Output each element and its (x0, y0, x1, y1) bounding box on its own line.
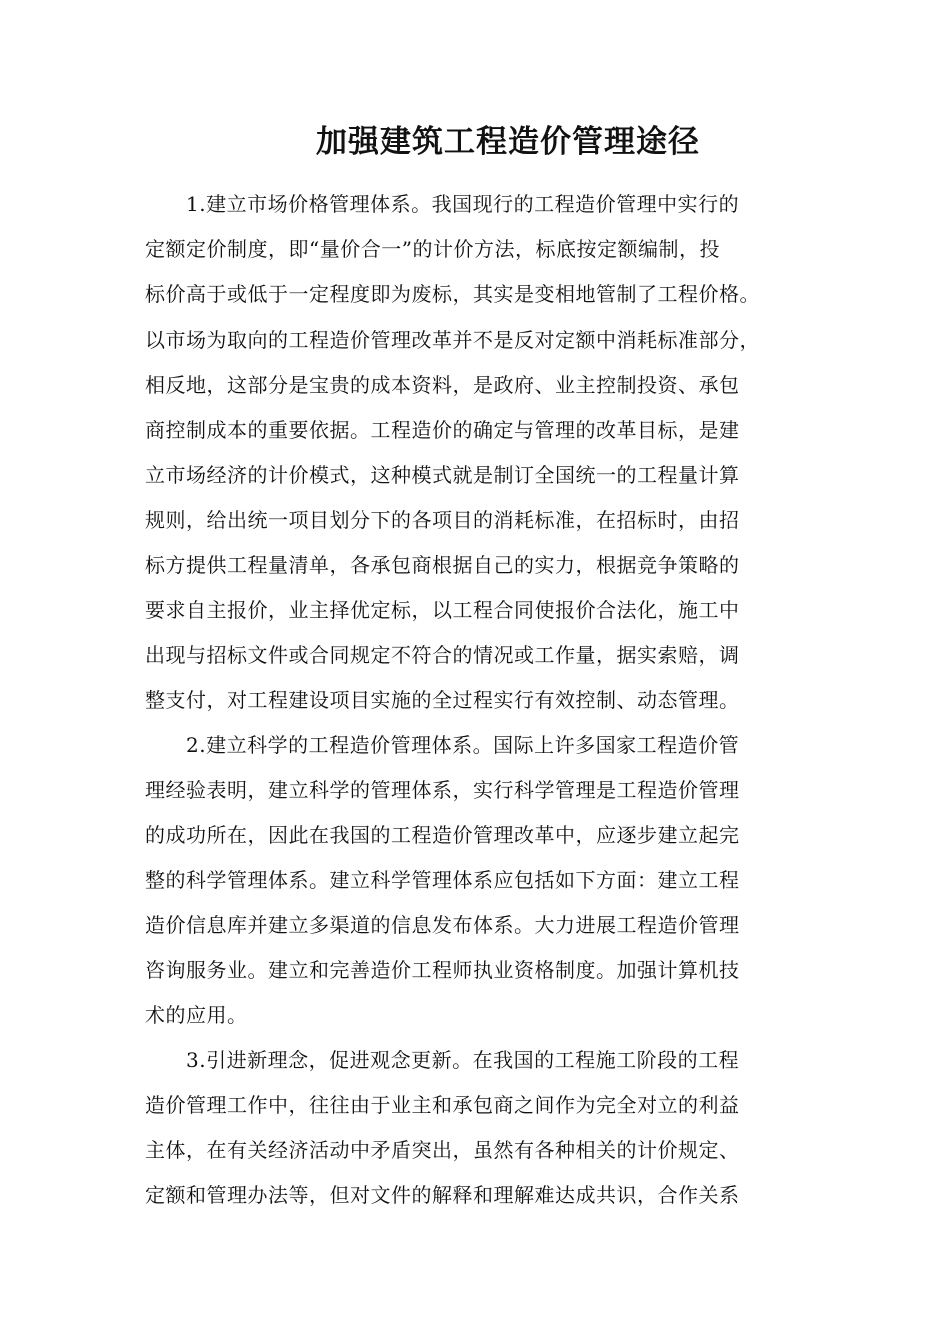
paragraph-3-line-1: 3.引进新理念，促进观念更新。在我国的工程施工阶段的工程 (186, 1048, 740, 1072)
paragraph-2-line-1: 2.建立科学的工程造价管理体系。国际上许多国家工程造价管 (186, 733, 740, 757)
paragraph-1-line-12: 整支付，对工程建设项目实施的全过程实行有效控制、动态管理。 (145, 688, 740, 712)
document-title: 加强建筑工程造价管理途径 (316, 124, 700, 160)
paragraph-3-line-2: 造价管理工作中，往往由于业主和承包商之间作为完全对立的利益 (145, 1093, 740, 1117)
paragraph-1-line-2: 定额定价制度，即“量价合一”的计价方法，标底按定额编制，投 (145, 237, 720, 261)
paragraph-1-line-11: 出现与招标文件或合同规定不符合的情况或工作量，据实索赔，调 (145, 643, 740, 667)
paragraph-1-line-6: 商控制成本的重要依据。工程造价的确定与管理的改革目标，是建 (145, 418, 740, 442)
paragraph-2-line-6: 咨询服务业。建立和完善造价工程师执业资格制度。加强计算机技 (145, 958, 740, 982)
paragraph-3-line-4: 定额和管理办法等，但对文件的解释和理解难达成共识，合作关系 (145, 1183, 740, 1207)
paragraph-1-line-3: 标价高于或低于一定程度即为废标，其实是变相地管制了工程价格。 (145, 282, 760, 306)
paragraph-3-line-3: 主体，在有关经济活动中矛盾突出，虽然有各种相关的计价规定、 (145, 1138, 740, 1162)
paragraph-1-line-4: 以市场为取向的工程造价管理改革并不是反对定额中消耗标准部分， (145, 328, 760, 352)
paragraph-2-line-3: 的成功所在，因此在我国的工程造价管理改革中，应逐步建立起完 (145, 823, 740, 847)
paragraph-1-line-10: 要求自主报价，业主择优定标，以工程合同使报价合法化，施工中 (145, 598, 740, 622)
paragraph-1-line-5: 相反地，这部分是宝贵的成本资料，是政府、业主控制投资、承包 (145, 373, 740, 397)
paragraph-1-line-8: 规则，给出统一项目划分下的各项目的消耗标准，在招标时，由招 (145, 508, 740, 532)
paragraph-1-line-9: 标方提供工程量清单，各承包商根据自己的实力，根据竞争策略的 (145, 553, 740, 577)
paragraph-1-line-1: 1.建立市场价格管理体系。我国现行的工程造价管理中实行的 (186, 192, 740, 216)
paragraph-2-line-4: 整的科学管理体系。建立科学管理体系应包括如下方面：建立工程 (145, 868, 740, 892)
paragraph-1-line-7: 立市场经济的计价模式，这种模式就是制订全国统一的工程量计算 (145, 463, 740, 487)
paragraph-2-line-7: 术的应用。 (145, 1003, 248, 1027)
paragraph-2-line-2: 理经验表明，建立科学的管理体系，实行科学管理是工程造价管理 (145, 778, 740, 802)
paragraph-2-line-5: 造价信息库并建立多渠道的信息发布体系。大力进展工程造价管理 (145, 913, 740, 937)
